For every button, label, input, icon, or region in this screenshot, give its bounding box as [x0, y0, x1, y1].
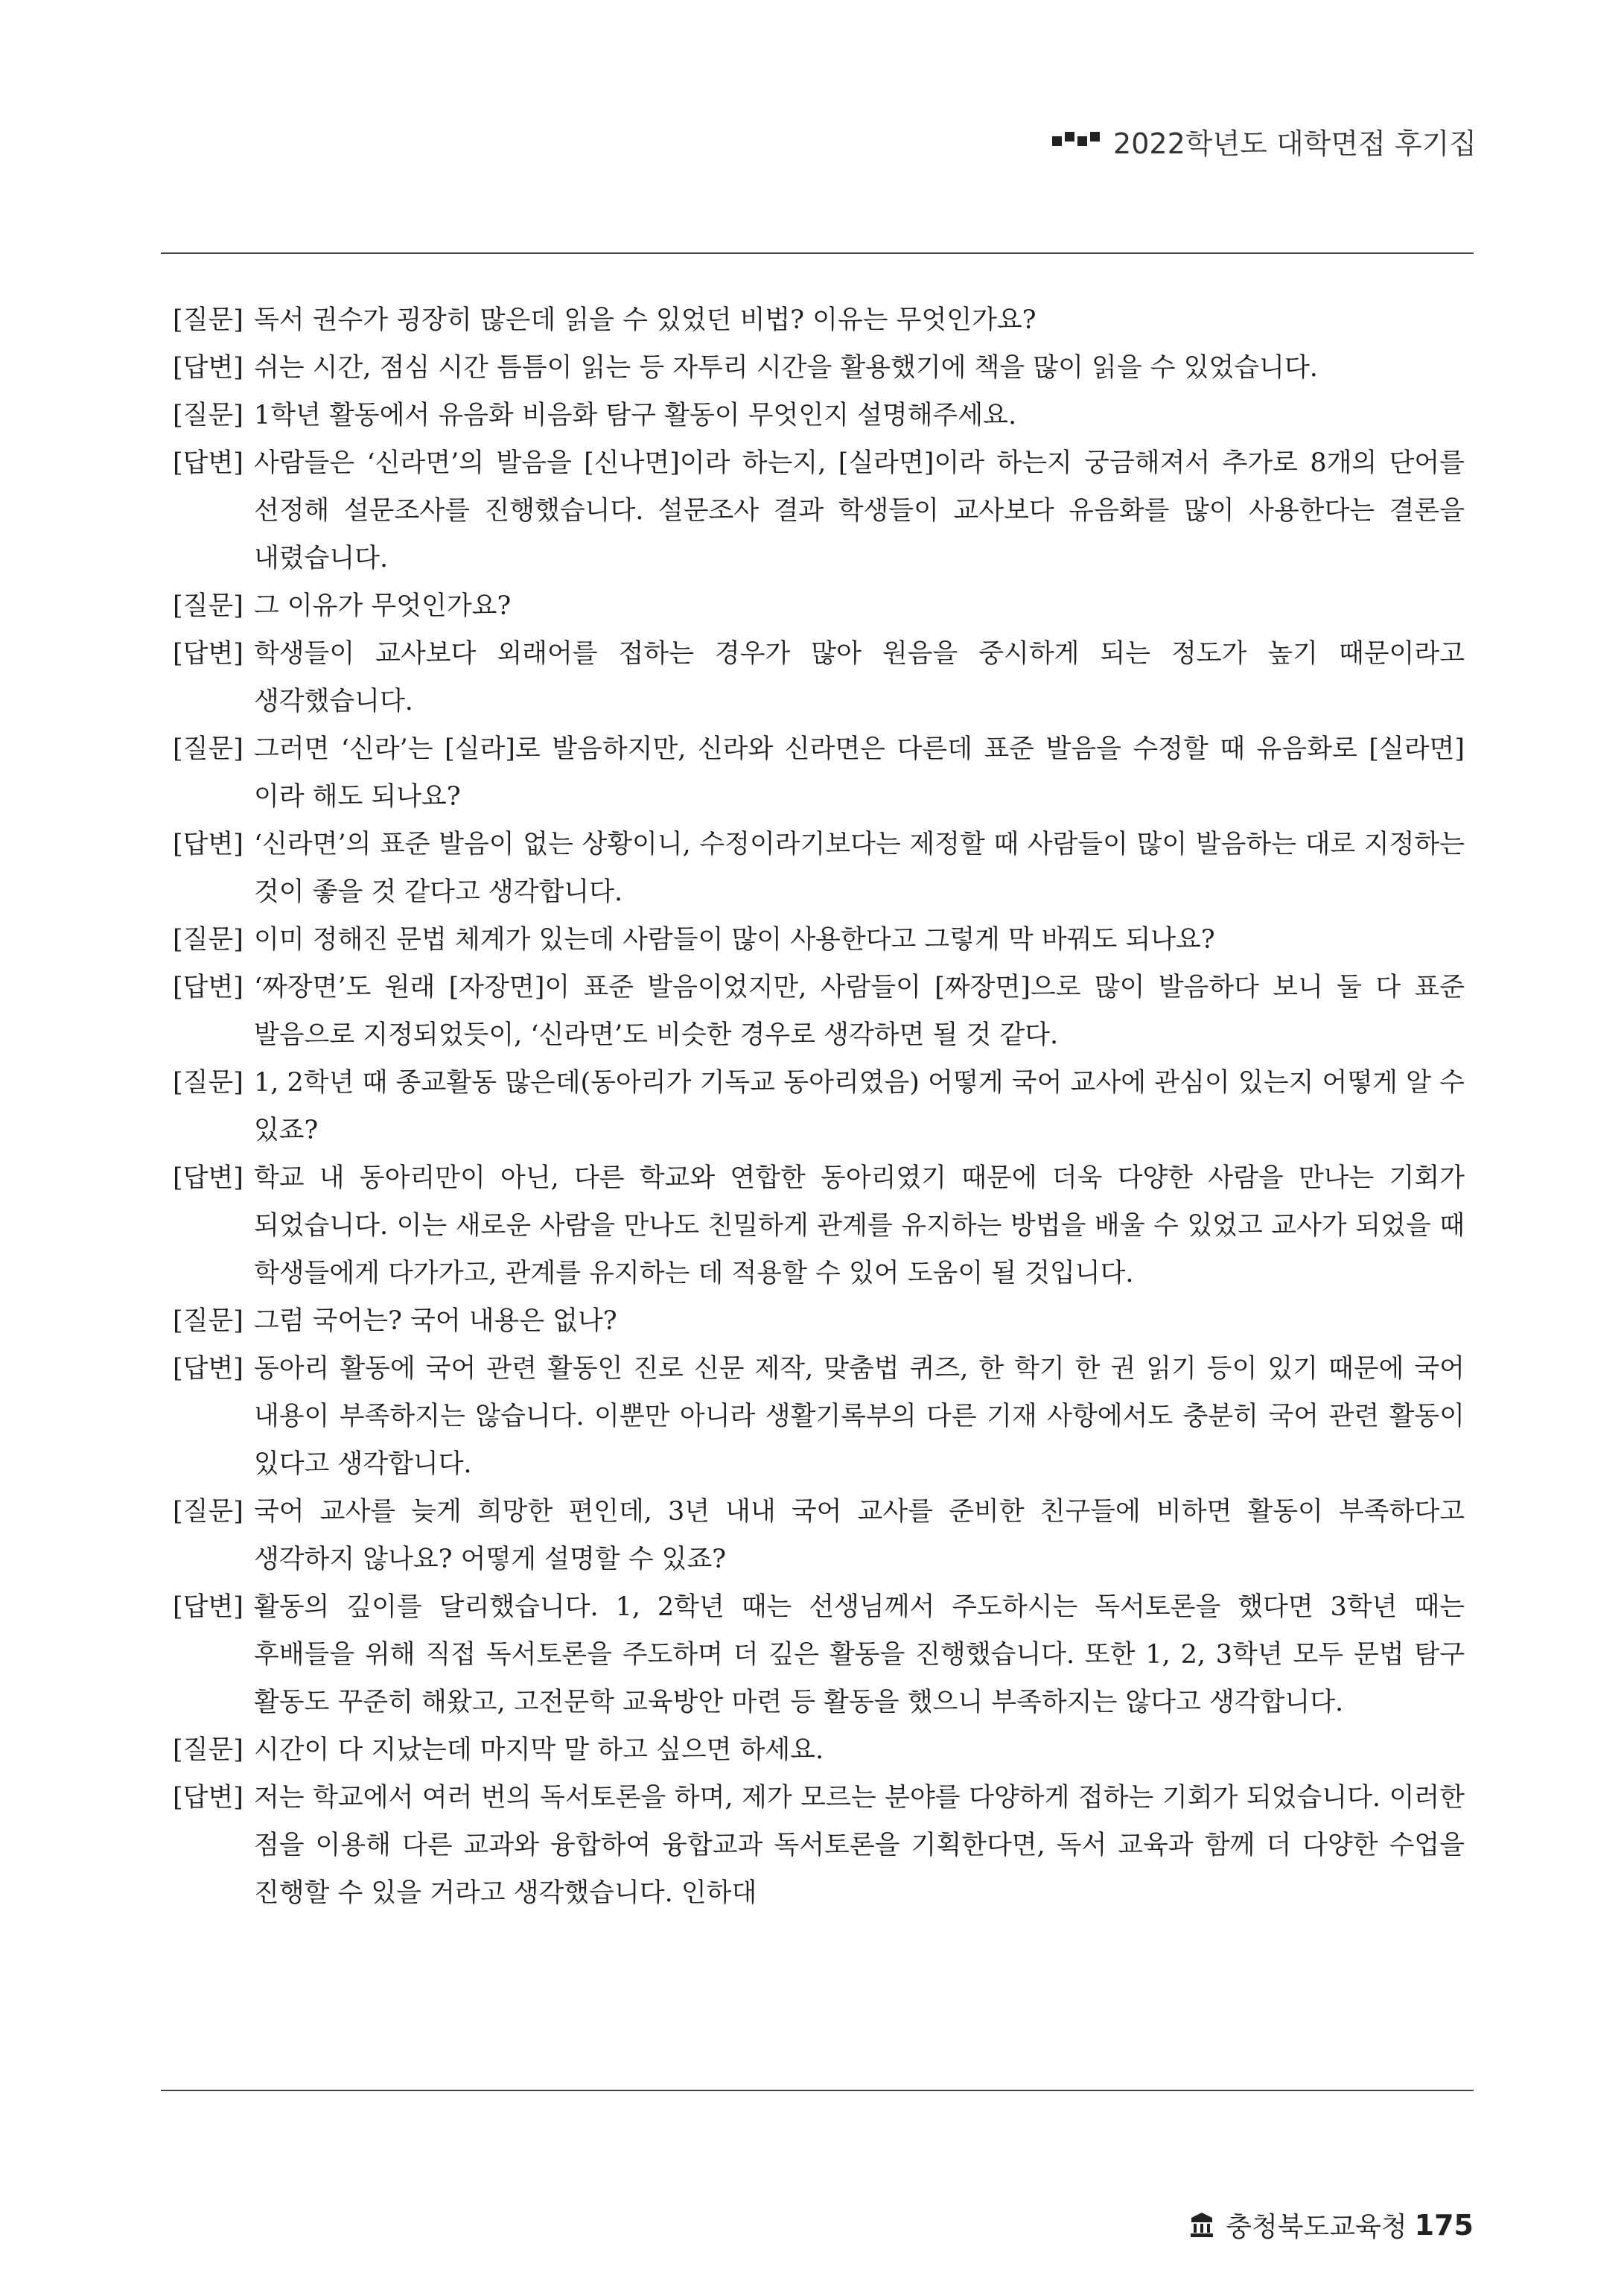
- bottom-divider: [161, 2090, 1474, 2091]
- answer-entry: [173, 1774, 1465, 1917]
- question-entry: [173, 1297, 1465, 1345]
- entry-text: 그 이유가 무엇인가요?: [253, 591, 512, 621]
- entry-tag: [질문]: [173, 925, 243, 955]
- question-entry: [173, 1726, 1465, 1774]
- answer-entry: [173, 1154, 1465, 1297]
- question-entry: [173, 1059, 1465, 1154]
- answer-entry: [173, 964, 1465, 1059]
- header-bullet-icon: [1052, 136, 1100, 146]
- answer-entry: [173, 1583, 1465, 1726]
- entry-tag: [답변]: [173, 973, 243, 1002]
- entry-tag: [답변]: [173, 1592, 243, 1622]
- entry-tag: [질문]: [173, 1068, 243, 1098]
- entry-tag: [답변]: [173, 1163, 243, 1193]
- entry-tag: [질문]: [173, 1735, 243, 1765]
- question-entry: [173, 725, 1465, 821]
- entry-text: 활동의 깊이를 달리했습니다. 1, 2학년 때는 선생님께서 주도하시는 독서토론을 했다면 3학년 때는 후배들을 위해 직접 독서토론을 주도하며 더 깊은 활동을 진행했습니다. 또한 1, 2, 3학년 모두 문법 탐구 활동도 꾸준히 해왔고, 고전문학 교육방안 마련 등 활동을 했으니 부족하지는 않다고 생각합니다.: [253, 1592, 1465, 1717]
- answer-entry: [173, 821, 1465, 916]
- running-header: [1052, 121, 1477, 162]
- entry-text: 그럼 국어는? 국어 내용은 없나?: [253, 1306, 617, 1336]
- entry-text: 그러면 ‘신라’는 [실라]로 발음하지만, 신라와 신라면은 다른데 표준 발음을 수정할 때 유음화로 [실라면]이라 해도 되나요?: [253, 734, 1465, 812]
- entry-tag: [답변]: [173, 1354, 243, 1384]
- answer-entry: [173, 630, 1465, 725]
- entry-tag: [답변]: [173, 639, 243, 669]
- entry-tag: [질문]: [173, 305, 243, 335]
- question-entry: [173, 392, 1465, 439]
- entry-text: 이미 정해진 문법 체계가 있는데 사람들이 많이 사용한다고 그렇게 막 바꿔도 되나요?: [253, 925, 1215, 955]
- entry-text: 쉬는 시간, 점심 시간 틈틈이 읽는 등 자투리 시간을 활용했기에 책을 많이 읽을 수 있었습니다.: [253, 353, 1318, 383]
- entry-text: 시간이 다 지났는데 마지막 말 하고 싶으면 하세요.: [253, 1735, 824, 1765]
- answer-entry: [173, 344, 1465, 392]
- question-entry: [173, 296, 1465, 344]
- footer-organization: 충청북도교육청: [1226, 2212, 1407, 2242]
- entry-text: ‘신라면’의 표준 발음이 없는 상황이니, 수정이라기보다는 제정할 때 사람들이 많이 발음하는 대로 지정하는 것이 좋을 것 같다고 생각합니다.: [253, 830, 1465, 907]
- interview-transcript: [173, 296, 1465, 1917]
- entry-text: 1학년 활동에서 유음화 비음화 탐구 활동이 무엇인지 설명해주세요.: [253, 401, 1017, 430]
- header-title: 2022학년도 대학면접 후기집: [1113, 127, 1477, 160]
- entry-text: ‘짜장면’도 원래 [자장면]이 표준 발음이었지만, 사람들이 [짜장면]으로 많이 발음하다 보니 둘 다 표준 발음으로 지정되었듯이, ‘신라면’도 비슷한 경우로 생각하면 될 것 같다.: [253, 973, 1465, 1050]
- entry-text: 국어 교사를 늦게 희망한 편인데, 3년 내내 국어 교사를 준비한 친구들에 비하면 활동이 부족하다고 생각하지 않나요? 어떻게 설명할 수 있죠?: [253, 1497, 1465, 1574]
- entry-tag: [질문]: [173, 591, 243, 621]
- question-entry: [173, 916, 1465, 964]
- entry-tag: [질문]: [173, 1497, 243, 1527]
- entry-tag: [답변]: [173, 448, 243, 478]
- entry-tag: [질문]: [173, 1306, 243, 1336]
- page-number: 175: [1414, 2208, 1474, 2242]
- education-office-emblem-icon: [1187, 2210, 1217, 2240]
- entry-text: 학생들이 교사보다 외래어를 접하는 경우가 많아 원음을 중시하게 되는 정도가 높기 때문이라고 생각했습니다.: [253, 639, 1465, 716]
- entry-text: 동아리 활동에 국어 관련 활동인 진로 신문 제작, 맞춤법 퀴즈, 한 학기 한 권 읽기 등이 있기 때문에 국어 내용이 부족하지는 않습니다. 이뿐만 아니라 생활기록부의 다른 기재 사항에서도 충분히 국어 관련 활동이 있다고 생각합니다.: [253, 1354, 1465, 1479]
- entry-text: 사람들은 ‘신라면’의 발음을 [신나면]이라 하는지, [실라면]이라 하는지 궁금해져서 추가로 8개의 단어를 선정해 설문조사를 진행했습니다. 설문조사 결과 학생들이 교사보다 유음화를 많이 사용한다는 결론을 내렸습니다.: [253, 448, 1465, 573]
- entry-tag: [답변]: [173, 1783, 243, 1813]
- question-entry: [173, 1488, 1465, 1583]
- entry-text: 저는 학교에서 여러 번의 독서토론을 하며, 제가 모르는 분야를 다양하게 접하는 기회가 되었습니다. 이러한 점을 이용해 다른 교과와 융합하여 융합교과 독서토론을 기획한다면, 독서 교육과 함께 더 다양한 수업을 진행할 수 있을 거라고 생각했습니다. 인하대: [253, 1783, 1465, 1908]
- answer-entry: [173, 439, 1465, 582]
- answer-entry: [173, 1345, 1465, 1488]
- entry-text: 1, 2학년 때 종교활동 많은데(동아리가 기독교 동아리였음) 어떻게 국어 교사에 관심이 있는지 어떻게 알 수 있죠?: [253, 1068, 1465, 1145]
- question-entry: [173, 582, 1465, 630]
- entry-text: 독서 권수가 굉장히 많은데 읽을 수 있었던 비법? 이유는 무엇인가요?: [253, 305, 1037, 335]
- entry-tag: [질문]: [173, 734, 243, 764]
- entry-tag: [질문]: [173, 401, 243, 430]
- entry-tag: [답변]: [173, 353, 243, 383]
- page-footer: [1187, 2206, 1474, 2244]
- entry-text: 학교 내 동아리만이 아닌, 다른 학교와 연합한 동아리였기 때문에 더욱 다양한 사람을 만나는 기회가 되었습니다. 이는 새로운 사람을 만나도 친밀하게 관계를 유지하는 방법을 배울 수 있었고 교사가 되었을 때 학생들에게 다가가고, 관계를 유지하는 데 적용할 수 있어 도움이 될 것입니다.: [253, 1163, 1465, 1288]
- top-divider: [161, 252, 1474, 254]
- entry-tag: [답변]: [173, 830, 243, 859]
